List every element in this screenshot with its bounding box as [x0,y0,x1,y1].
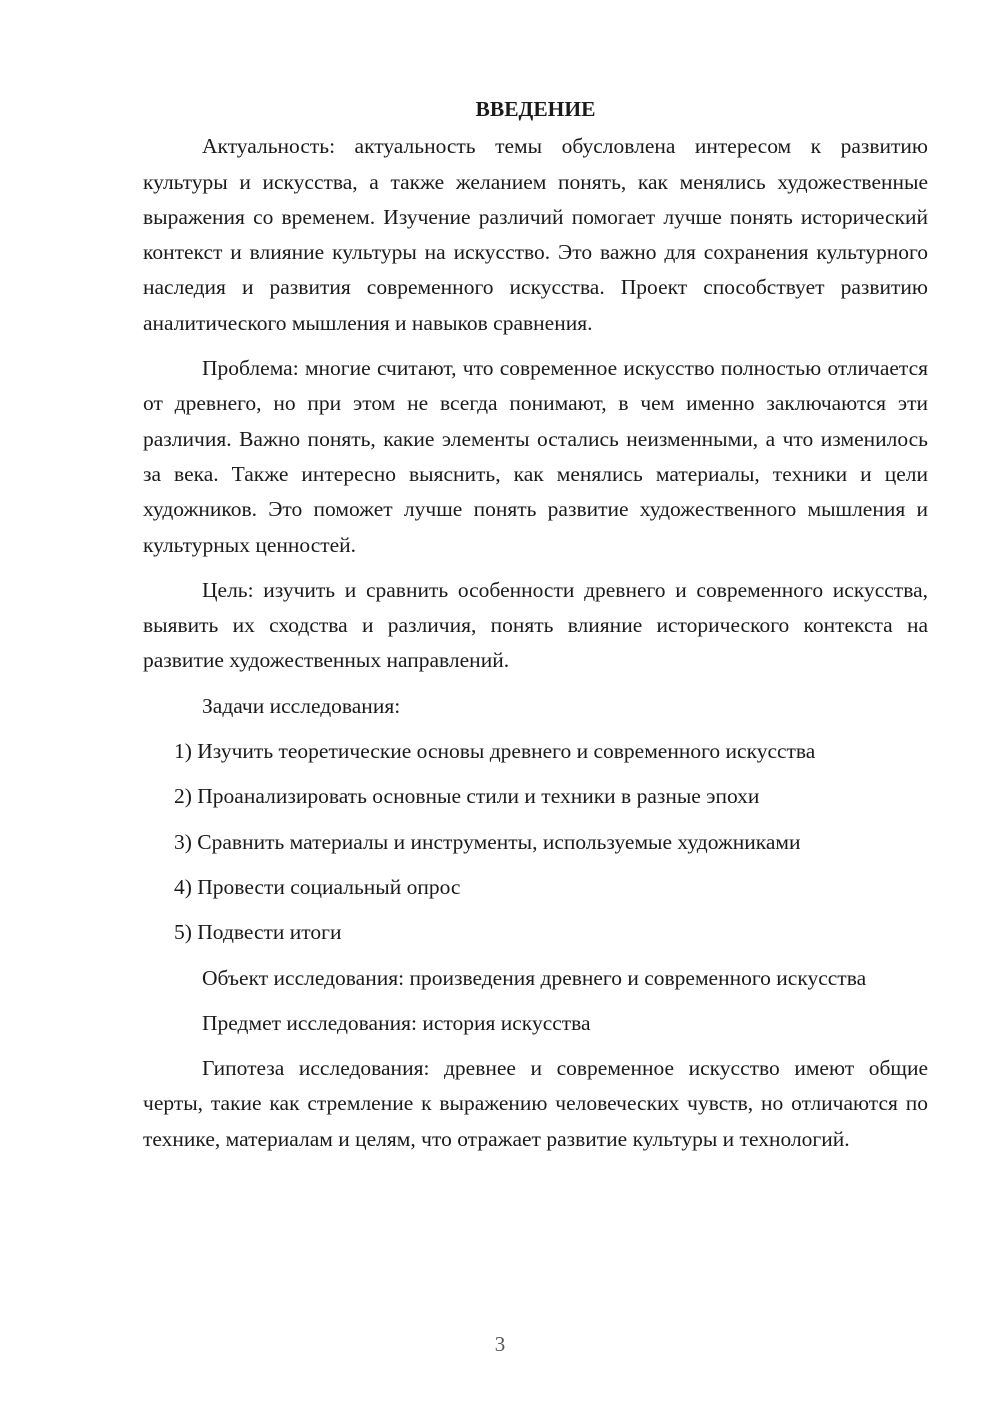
task-item-2: 2) Проанализировать основные стили и техники в разные эпохи [174,784,760,809]
task-item-5: 5) Подвести итоги [174,920,342,945]
tasks-list [143,734,928,950]
problem-paragraph: Проблема: многие считают, что современное искусство полностью отличается от древнего, но при этом не всегда понимают, в чем именно заключаются эти различия. Важно понять, какие элементы остались неизменными, а что изменилось за века. Также интересно выяснить, как менялись материалы, техники и цели художников. Это поможет лучше понять развитие художественного мышления и культурных ценностей. [143,356,928,557]
task-item-3: 3) Сравнить материалы и инструменты, используемые художниками [174,829,801,854]
subject-paragraph: Предмет исследования: история искусства [202,1010,591,1035]
task-item-4: 4) Провести социальный опрос [174,874,461,899]
hypothesis-paragraph: Гипотеза исследования: древнее и современное искусство имеют общие черты, такие как стремление к выражению человеческих чувств, но отличаются по технике, материалам и целям, что отражает развитие культуры и технологий. [143,1056,928,1151]
document-page [143,92,928,1167]
page-number: 3 [494,1332,506,1356]
object-paragraph: Объект исследования: произведения древнего и современного искусства [202,965,867,990]
relevance-paragraph: Актуальность: актуальность темы обусловлена интересом к развитию культуры и искусства, а также желанием понять, как менялись художественные выражения со временем. Изучение различий помогает лучше понять исторический контекст и влияние культуры на искусство. Это важно для сохранения культурного наследия и развития современного искусства. Проект способствует развитию аналитического мышления и навыков сравнения. [143,134,928,335]
tasks-heading: Задачи исследования: [202,693,401,718]
task-item-1: 1) Изучить теоретические основы древнего и современного искусства [174,739,816,764]
section-title: ВВЕДЕНИЕ [475,97,596,121]
goal-paragraph: Цель: изучить и сравнить особенности древнего и современного искусства, выявить их сходства и различия, понять влияние исторического контекста на развитие художественных направлений. [143,577,928,673]
